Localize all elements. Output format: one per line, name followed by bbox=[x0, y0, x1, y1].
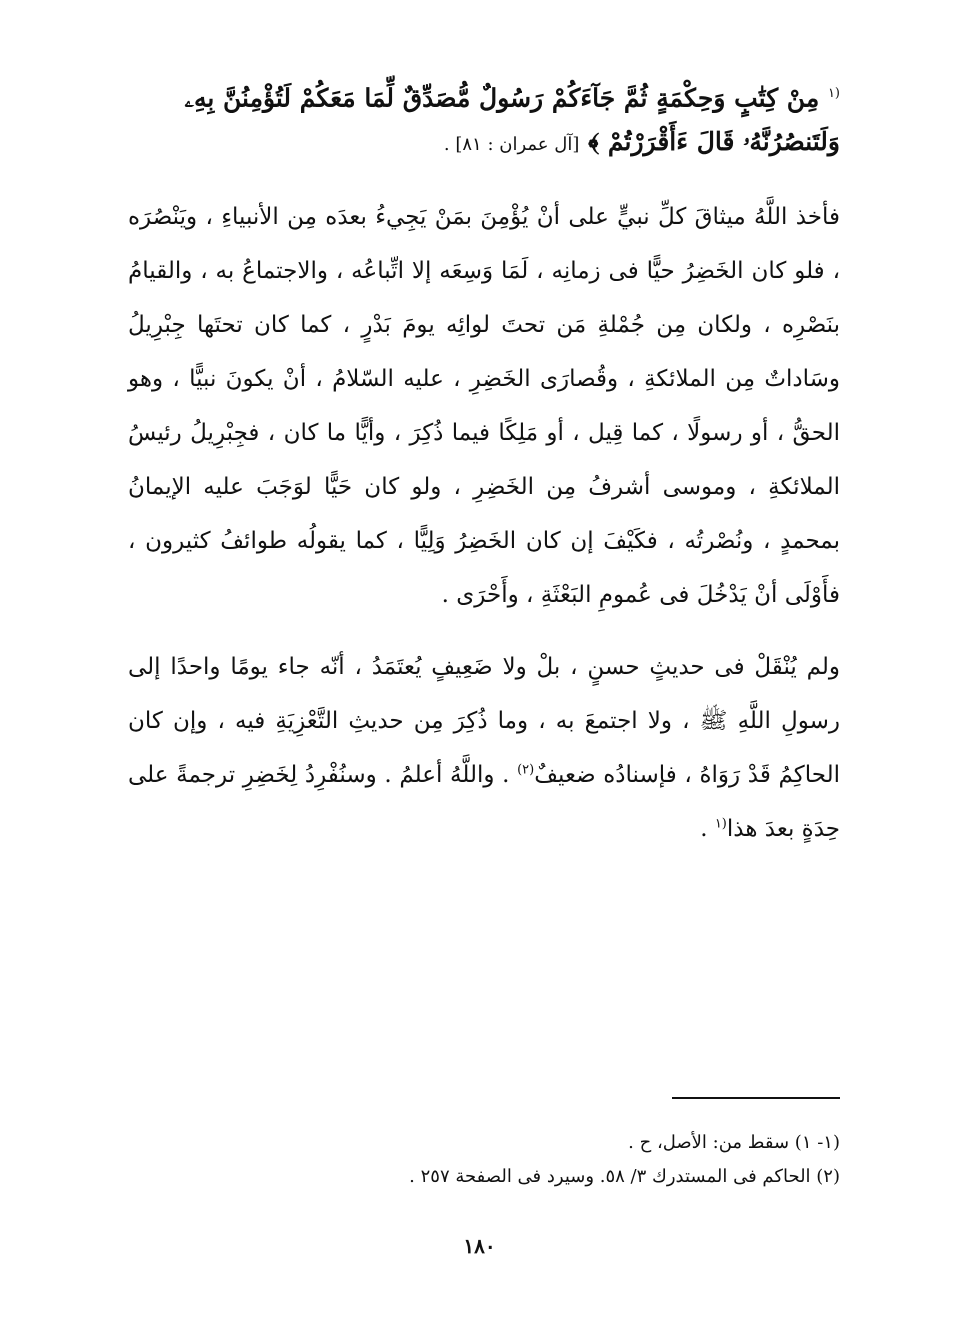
quran-verse-line-1: مِنْ كِتَٰبٍ وَحِكْمَةٍ ثُمَّ جَآءَكُمْ رَسُولٌ مُّصَدِّقٌ لِّمَا مَعَكُمْ لَتُؤْمِنُنَّ بِهِۦ bbox=[184, 83, 820, 113]
paragraph-1: فأخذ اللَّهُ ميثاقَ كلِّ نبيٍّ على أنْ يُؤْمِنَ بمَنْ يَجِيءُ بعدَه مِن الأنبياءِ ، ويَنْصُرَه ، فلو كان الخَضِرُ حيًّا فى زمانِه ، لَمَا وَسِعَه إلا اتِّباعُه ، والاجتماعُ به ، والقيامُ بنَصْرِه ، ولكان مِن جُمْلةِ مَن تحتَ لوائِه يومَ بَدْرٍ ، كما كان تحتَها جِبْرِيلُ وسَاداتٌ مِن الملائكةِ ، وقُصارَى الخَضِرِ ، عليه السّلامُ ، أنْ يكونَ نبيًّا ، وهو الحقُّ ، أو رسولًا ، كما قِيل ، أو مَلِكًا فيما ذُكِرَ ، وأيًّا ما كان ، فجِبْرِيلُ رئيسُ الملائكةِ ، وموسى أشرفُ مِن الخَضِرِ ، ولو كان حَيًّا لوَجَبَ عليه الإيمانُ بمحمدٍ ، ونُصْرتُه ، فكَيْفَ إن كان الخَضِرُ وَلِيًّا ، كما يقولُه طوائفُ كثيرون ، فأَوْلَى أنْ يَدْخُلَ فى عُمومِ البَعْثَةِ ، وأَحْرَى . bbox=[128, 204, 840, 608]
paragraph-2-text-b: . واللَّهُ أعلمُ . وسنُفْرِدُ لِخَضِرِ ترجمةً على حِدَةٍ بعدَ هذا bbox=[128, 762, 840, 842]
footnote-divider bbox=[672, 1097, 840, 1099]
quran-reference: [آل عمران : ٨١] . bbox=[443, 134, 580, 156]
paragraph-2-text-a: ولم يُنْقَلْ فى حديثٍ حسنٍ ، بلْ ولا ضَعِيفٍ يُعتَمَدُ ، أنّه جاء يومًا واحدًا إلى رسولِ اللَّهِ ﷺ ، ولا اجتمعَ به ، وما ذُكِرَ مِن حديثِ التَّعْزِيَةِ فيه ، وإن كان الحاكِمُ قَدْ رَوَاهُ ، فإسنادُه ضعيفٌ bbox=[128, 654, 840, 788]
page-number: ١٨٠ bbox=[463, 1234, 496, 1258]
paragraph-2 bbox=[128, 640, 840, 856]
footnote-start-marker: (١ bbox=[827, 86, 840, 101]
footnotes bbox=[300, 1126, 840, 1194]
quran-verse bbox=[128, 72, 840, 167]
footnote-end-marker: (١ bbox=[714, 816, 727, 832]
footnote-1: (١- ١) سقط من: الأصل، ح . bbox=[628, 1132, 840, 1153]
quran-verse-line-2: وَلَتَنصُرُنَّهُۥ قَالَ ءَأَقْرَرْتُمْ ﴾ bbox=[588, 127, 840, 157]
paragraph-2-text-c: . bbox=[700, 816, 708, 842]
footnote-ref-2: (٢) bbox=[517, 762, 535, 778]
footnote-2: (٢) الحاكم فى المستدرك ٣/ ٥٨. وسيرد فى الصفحة ٢٥٧ . bbox=[409, 1166, 840, 1187]
